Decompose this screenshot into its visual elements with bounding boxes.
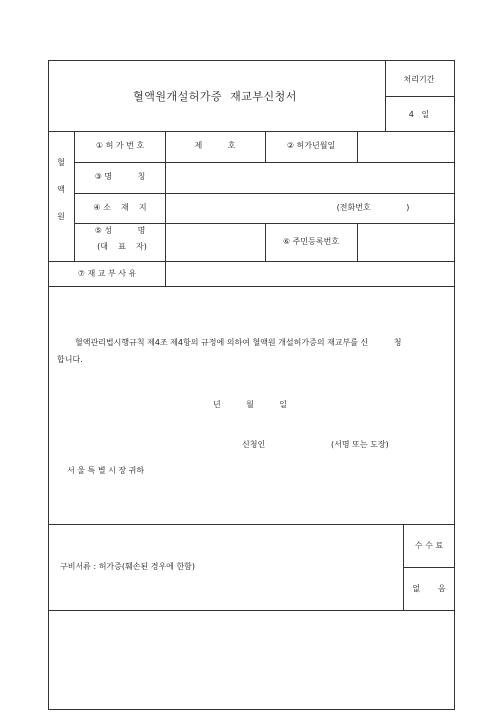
permit-number-label: ① 허 가 번 호 <box>95 141 145 150</box>
name-label: ③ 명 칭 <box>94 172 146 181</box>
bottom-section-line <box>49 524 454 525</box>
side-label-1: 혈 <box>57 158 65 167</box>
processing-period-value: 4 일 <box>408 110 430 119</box>
fee-label: 수 수 료 <box>414 541 444 550</box>
row-line-1 <box>74 162 454 163</box>
row4-value-divider <box>357 223 358 261</box>
row-line-2 <box>74 193 454 194</box>
processing-period-label: 처리기간 <box>403 75 435 84</box>
row4-mid-divider <box>265 223 266 261</box>
address-label: ④ 소 재 지 <box>93 203 147 212</box>
side-label-2: 액 <box>57 185 65 194</box>
phone-label: (전화번호 ) <box>336 203 410 212</box>
row-line-3 <box>74 223 454 224</box>
processing-divider <box>385 96 454 97</box>
form-title: 혈액원개설허가증 재교부신청서 <box>133 90 297 103</box>
signature-label: (서명 또는 도장) <box>331 440 389 449</box>
row1-value-divider <box>357 131 358 162</box>
application-statement-end: 합니다. <box>57 355 83 364</box>
fee-divider <box>403 567 454 568</box>
reissue-reason-label: ⑦ 재 교 부 사 유 <box>77 269 137 278</box>
fee-value: 없 음 <box>412 584 446 593</box>
row1-mid-divider <box>265 131 266 162</box>
representative-label: ⑤ 성 명 <box>94 226 146 235</box>
date-line: 년 월 일 <box>212 400 288 409</box>
side-label-divider <box>74 131 75 261</box>
applicant-label: 신청인 <box>242 440 266 449</box>
permit-number-value: 제 호 <box>194 141 236 150</box>
recipient: 서 울 특 별 시 장 귀하 <box>67 466 145 475</box>
required-documents: 구비서류 : 허가증(훼손된 경우에 한함) <box>60 562 196 571</box>
application-form <box>48 60 455 710</box>
row-line-5 <box>49 286 454 287</box>
application-statement: 혈액관리법시행규칙 제4조 제4항의 규정에 의하여 혈액원 개설허가증의 재교부를 신 청 <box>75 338 402 347</box>
permit-date-label: ② 허가년월일 <box>286 141 336 150</box>
representative-sublabel: (대 표 자) <box>97 242 147 251</box>
label-column-divider <box>165 131 166 286</box>
row-line-4 <box>49 261 454 262</box>
side-label-3: 원 <box>57 212 65 221</box>
resident-number-label: ⑥ 주민등록번호 <box>282 237 340 246</box>
bottom-end-line <box>49 610 454 611</box>
header-bottom-line <box>49 131 454 132</box>
